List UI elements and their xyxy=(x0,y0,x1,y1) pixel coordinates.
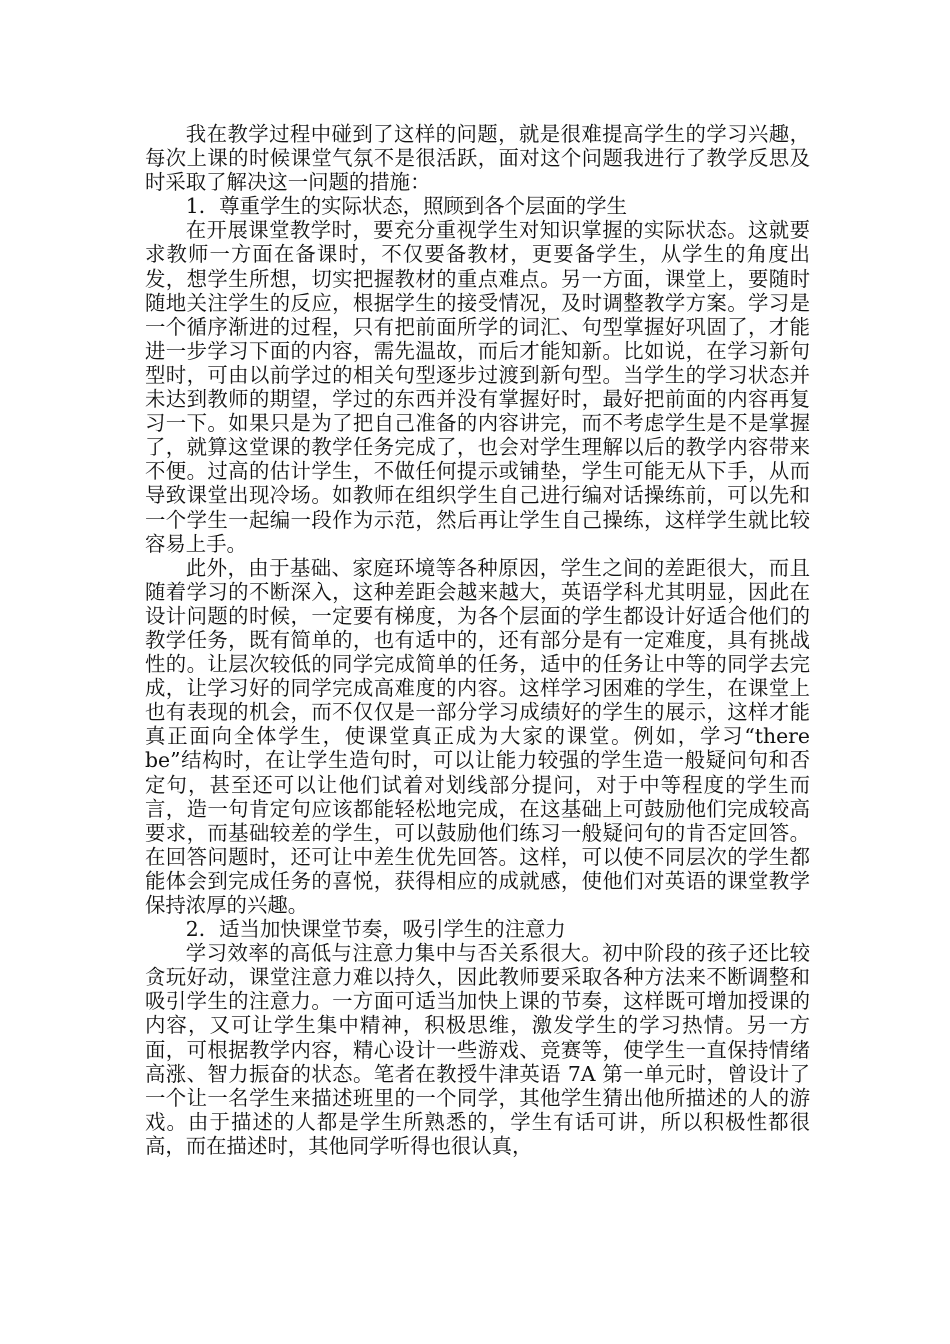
section-heading-2: 2．适当加快课堂节奏，吸引学生的注意力 xyxy=(185,917,566,942)
section-heading-1: 1．尊重学生的实际状态，照顾到各个层面的学生 xyxy=(185,194,627,219)
body-paragraph: 此外，由于基础、家庭环境等各种原因，学生之间的差距很大，而且随着学习的不断深入，这种差距会越来越大，英语学科尤其明显，因此在设计问题的时候，一定要有梯度，为各个层面的学生都设计好适合他们的教学任务，既有简单的，也有适中的，还有部分是有一定难度，具有挑战性的。让层次较低的同学完成简单的任务，适中的任务让中等的同学去完成，让学习好的同学完成高难度的内容。这样学习困难的学生，在课堂上也有表现的机会，而不仅仅是一部分学习成绩好的学生的展示，这样才能真正面向全体学生，使课堂真正成为大家的课堂。例如，学习“there be”结构时，在让学生造句时，可以让能力较强的学生造一般疑问句和否定句，甚至还可以让他们试着对划线部分提问，对于中等程度的学生而言，造一句肯定句应该都能轻松地完成，在这基础上可鼓励他们完成较高要求，而基础较差的学生，可以鼓励他们练习一般疑问句的肯否定回答。在回答问题时，还可让中差生优先回答。这样，可以使不同层次的学生都能体会到完成任务的喜悦，获得相应的成就感，使他们对英语的课堂教学保持浓厚的兴趣。 xyxy=(145,555,810,917)
body-paragraph: 学习效率的高低与注意力集中与否关系很大。初中阶段的孩子还比较贪玩好动，课堂注意力难以持久，因此教师要采取各种方法来不断调整和吸引学生的注意力。一方面可适当加快上课的节奏，这样既可增加授课的内容，又可让学生集中精神，积极思维，激发学生的学习热情。另一方面，可根据教学内容，精心设计一些游戏、竞赛等，使学生一直保持情绪高涨、智力振奋的状态。笔者在教授牛津英语 7A 第一单元时，曾设计了一个让一名学生来描述班里的一个同学，其他学生猜出他所描述的人的游戏。由于描述的人都是学生所熟悉的，学生有话可讲，所以积极性都很高，而在描述时，其他同学听得也很认真， xyxy=(145,941,810,1158)
body-paragraph: 在开展课堂教学时，要充分重视学生对知识掌握的实际状态。这就要求教师一方面在备课时，不仅要备教材，更要备学生，从学生的角度出发，想学生所想，切实把握教材的重点难点。另一方面，课堂上，要随时随地关注学生的反应，根据学生的接受情况，及时调整教学方案。学习是一个循序渐进的过程，只有把前面所学的词汇、句型掌握好巩固了，才能进一步学习下面的内容，需先温故，而后才能知新。比如说，在学习新句型时，可由以前学过的相关句型逐步过渡到新句型。当学生的学习状态并未达到教师的期望，学过的东西并没有掌握好时，最好把前面的内容再复习一下。如果只是为了把自己准备的内容讲完，而不考虑学生是不是掌握了，就算这堂课的教学任务完成了，也会对学生理解以后的教学内容带来不便。过高的估计学生，不做任何提示或铺垫，学生可能无从下手，从而导致课堂出现冷场。如教师在组织学生自己进行编对话操练前，可以先和一个学生一起编一段作为示范，然后再让学生自己操练，这样学生就比较容易上手。 xyxy=(145,218,810,556)
document-page xyxy=(145,122,810,1158)
intro-paragraph: 我在教学过程中碰到了这样的问题，就是很难提高学生的学习兴趣，每次上课的时候课堂气氛不是很活跃，面对这个问题我进行了教学反思及时采取了解决这一问题的措施： xyxy=(145,122,810,195)
